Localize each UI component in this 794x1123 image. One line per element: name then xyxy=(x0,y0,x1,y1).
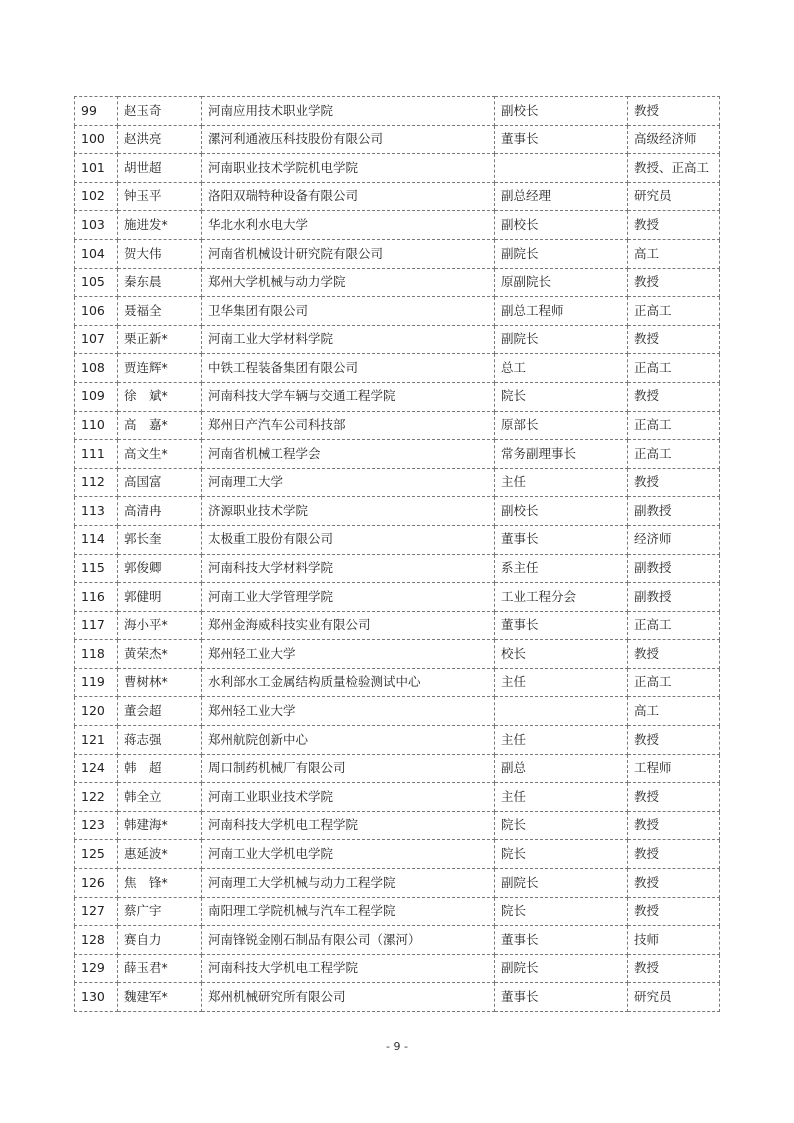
cell-organization: 水利部水工金属结构质量检验测试中心 xyxy=(202,668,495,697)
cell-organization: 漯河利通液压科技股份有限公司 xyxy=(202,125,495,154)
cell-name: 郭长奎 xyxy=(118,525,202,554)
cell-title: 教授 xyxy=(628,954,720,983)
cell-title: 教授 xyxy=(628,97,720,126)
table-row xyxy=(75,840,720,869)
cell-name: 赛自力 xyxy=(118,926,202,955)
cell-organization: 南阳理工学院机械与汽车工程学院 xyxy=(202,897,495,926)
cell-position xyxy=(495,154,628,183)
cell-organization: 河南科技大学机电工程学院 xyxy=(202,954,495,983)
cell-position: 原副院长 xyxy=(495,268,628,297)
cell-number: 103 xyxy=(75,211,118,240)
cell-position: 董事长 xyxy=(495,983,628,1012)
cell-title: 工程师 xyxy=(628,754,720,783)
cell-organization: 河南科技大学材料学院 xyxy=(202,554,495,583)
cell-position: 副总 xyxy=(495,754,628,783)
table-row xyxy=(75,154,720,183)
cell-title: 正高工 xyxy=(628,411,720,440)
table-row xyxy=(75,297,720,326)
cell-organization: 郑州金海威科技实业有限公司 xyxy=(202,611,495,640)
cell-organization: 郑州轻工业大学 xyxy=(202,640,495,669)
cell-position: 副院长 xyxy=(495,239,628,268)
cell-number: 111 xyxy=(75,440,118,469)
cell-position: 副总经理 xyxy=(495,182,628,211)
cell-name: 郭俊卿 xyxy=(118,554,202,583)
cell-organization: 河南省机械工程学会 xyxy=(202,440,495,469)
cell-number: 105 xyxy=(75,268,118,297)
cell-position: 常务副理事长 xyxy=(495,440,628,469)
cell-organization: 郑州机械研究所有限公司 xyxy=(202,983,495,1012)
cell-title: 教授 xyxy=(628,726,720,755)
table-row xyxy=(75,411,720,440)
cell-organization: 郑州轻工业大学 xyxy=(202,697,495,726)
table-row xyxy=(75,440,720,469)
cell-name: 董会超 xyxy=(118,697,202,726)
cell-number: 123 xyxy=(75,811,118,840)
table-row xyxy=(75,125,720,154)
cell-name: 高文生* xyxy=(118,440,202,469)
cell-organization: 河南应用技术职业学院 xyxy=(202,97,495,126)
cell-title: 教授 xyxy=(628,869,720,898)
cell-position: 原部长 xyxy=(495,411,628,440)
cell-title: 教授 xyxy=(628,268,720,297)
cell-name: 秦东晨 xyxy=(118,268,202,297)
cell-title: 教授 xyxy=(628,811,720,840)
cell-number: 126 xyxy=(75,869,118,898)
cell-title: 教授 xyxy=(628,840,720,869)
cell-position: 副校长 xyxy=(495,211,628,240)
cell-name: 魏建军* xyxy=(118,983,202,1012)
cell-title: 副教授 xyxy=(628,583,720,612)
table-row xyxy=(75,983,720,1012)
cell-name: 韩 超 xyxy=(118,754,202,783)
cell-position: 工业工程分会 xyxy=(495,583,628,612)
cell-number: 100 xyxy=(75,125,118,154)
cell-number: 101 xyxy=(75,154,118,183)
cell-organization: 河南职业技术学院机电学院 xyxy=(202,154,495,183)
cell-title: 正高工 xyxy=(628,297,720,326)
cell-organization: 郑州日产汽车公司科技部 xyxy=(202,411,495,440)
page-number: - 9 - xyxy=(386,1040,408,1053)
cell-name: 曹树林* xyxy=(118,668,202,697)
cell-name: 赵洪亮 xyxy=(118,125,202,154)
cell-title: 正高工 xyxy=(628,354,720,383)
cell-organization: 河南工业大学材料学院 xyxy=(202,325,495,354)
cell-name: 蒋志强 xyxy=(118,726,202,755)
cell-position: 副院长 xyxy=(495,325,628,354)
cell-name: 赵玉奇 xyxy=(118,97,202,126)
table-row xyxy=(75,583,720,612)
cell-position: 副院长 xyxy=(495,954,628,983)
cell-name: 胡世超 xyxy=(118,154,202,183)
cell-title: 教授 xyxy=(628,382,720,411)
cell-name: 韩建海* xyxy=(118,811,202,840)
cell-number: 102 xyxy=(75,182,118,211)
cell-number: 114 xyxy=(75,525,118,554)
cell-title: 教授 xyxy=(628,468,720,497)
cell-position: 董事长 xyxy=(495,125,628,154)
cell-name: 高 嘉* xyxy=(118,411,202,440)
cell-title: 技师 xyxy=(628,926,720,955)
cell-organization: 河南理工大学机械与动力工程学院 xyxy=(202,869,495,898)
cell-organization: 太极重工股份有限公司 xyxy=(202,525,495,554)
cell-number: 116 xyxy=(75,583,118,612)
member-table xyxy=(74,96,720,1012)
cell-number: 120 xyxy=(75,697,118,726)
table-row xyxy=(75,754,720,783)
cell-organization: 华北水利水电大学 xyxy=(202,211,495,240)
cell-name: 焦 锋* xyxy=(118,869,202,898)
cell-organization: 周口制药机械厂有限公司 xyxy=(202,754,495,783)
table-row xyxy=(75,525,720,554)
cell-title: 副教授 xyxy=(628,554,720,583)
cell-number: 128 xyxy=(75,926,118,955)
cell-name: 贾连辉* xyxy=(118,354,202,383)
table-row xyxy=(75,697,720,726)
cell-number: 112 xyxy=(75,468,118,497)
cell-title: 正高工 xyxy=(628,440,720,469)
table-row xyxy=(75,954,720,983)
cell-position: 副校长 xyxy=(495,97,628,126)
cell-position: 总工 xyxy=(495,354,628,383)
cell-number: 110 xyxy=(75,411,118,440)
cell-position: 董事长 xyxy=(495,525,628,554)
cell-number: 104 xyxy=(75,239,118,268)
table-row xyxy=(75,554,720,583)
table-row xyxy=(75,182,720,211)
cell-organization: 河南省机械设计研究院有限公司 xyxy=(202,239,495,268)
cell-number: 121 xyxy=(75,726,118,755)
cell-number: 124 xyxy=(75,754,118,783)
cell-number: 130 xyxy=(75,983,118,1012)
cell-position: 主任 xyxy=(495,726,628,755)
table-row xyxy=(75,354,720,383)
cell-name: 海小平* xyxy=(118,611,202,640)
cell-position: 系主任 xyxy=(495,554,628,583)
cell-position: 主任 xyxy=(495,783,628,812)
cell-position: 董事长 xyxy=(495,611,628,640)
cell-name: 栗正新* xyxy=(118,325,202,354)
cell-organization: 河南工业职业技术学院 xyxy=(202,783,495,812)
table-row xyxy=(75,640,720,669)
cell-title: 高工 xyxy=(628,697,720,726)
cell-name: 高国富 xyxy=(118,468,202,497)
cell-name: 黄荣杰* xyxy=(118,640,202,669)
cell-title: 高工 xyxy=(628,239,720,268)
cell-organization: 河南工业大学管理学院 xyxy=(202,583,495,612)
cell-name: 聂福全 xyxy=(118,297,202,326)
cell-organization: 河南工业大学机电学院 xyxy=(202,840,495,869)
table-row xyxy=(75,668,720,697)
cell-title: 教授 xyxy=(628,211,720,240)
table-row xyxy=(75,239,720,268)
cell-position xyxy=(495,697,628,726)
cell-title: 高级经济师 xyxy=(628,125,720,154)
cell-title: 教授 xyxy=(628,640,720,669)
cell-position: 院长 xyxy=(495,840,628,869)
table-row xyxy=(75,382,720,411)
cell-number: 99 xyxy=(75,97,118,126)
table-row xyxy=(75,268,720,297)
cell-organization: 中铁工程装备集团有限公司 xyxy=(202,354,495,383)
cell-position: 董事长 xyxy=(495,926,628,955)
cell-title: 正高工 xyxy=(628,668,720,697)
cell-name: 高清冉 xyxy=(118,497,202,526)
member-table-body xyxy=(75,97,720,1012)
table-row xyxy=(75,97,720,126)
table-row xyxy=(75,783,720,812)
table-row xyxy=(75,468,720,497)
cell-name: 惠延波* xyxy=(118,840,202,869)
cell-position: 院长 xyxy=(495,897,628,926)
cell-number: 127 xyxy=(75,897,118,926)
table-row xyxy=(75,926,720,955)
cell-name: 韩全立 xyxy=(118,783,202,812)
cell-position: 副院长 xyxy=(495,869,628,898)
cell-number: 125 xyxy=(75,840,118,869)
cell-title: 副教授 xyxy=(628,497,720,526)
table-row xyxy=(75,611,720,640)
cell-organization: 河南科技大学机电工程学院 xyxy=(202,811,495,840)
cell-number: 119 xyxy=(75,668,118,697)
cell-position: 副校长 xyxy=(495,497,628,526)
cell-number: 118 xyxy=(75,640,118,669)
cell-number: 115 xyxy=(75,554,118,583)
table-row xyxy=(75,897,720,926)
cell-number: 129 xyxy=(75,954,118,983)
cell-number: 117 xyxy=(75,611,118,640)
cell-name: 徐 斌* xyxy=(118,382,202,411)
table-row xyxy=(75,497,720,526)
cell-title: 教授 xyxy=(628,897,720,926)
cell-number: 107 xyxy=(75,325,118,354)
table-row xyxy=(75,811,720,840)
cell-number: 113 xyxy=(75,497,118,526)
cell-position: 主任 xyxy=(495,668,628,697)
cell-position: 院长 xyxy=(495,382,628,411)
cell-number: 122 xyxy=(75,783,118,812)
cell-organization: 济源职业技术学院 xyxy=(202,497,495,526)
cell-organization: 河南锋锐金刚石制品有限公司（漯河） xyxy=(202,926,495,955)
cell-organization: 河南理工大学 xyxy=(202,468,495,497)
cell-organization: 洛阳双瑞特种设备有限公司 xyxy=(202,182,495,211)
cell-position: 院长 xyxy=(495,811,628,840)
table-row xyxy=(75,869,720,898)
cell-number: 108 xyxy=(75,354,118,383)
cell-organization: 郑州航院创新中心 xyxy=(202,726,495,755)
cell-title: 研究员 xyxy=(628,983,720,1012)
table-row xyxy=(75,726,720,755)
cell-title: 正高工 xyxy=(628,611,720,640)
cell-number: 106 xyxy=(75,297,118,326)
table-row xyxy=(75,211,720,240)
cell-number: 109 xyxy=(75,382,118,411)
cell-title: 教授 xyxy=(628,325,720,354)
cell-position: 主任 xyxy=(495,468,628,497)
cell-position: 副总工程师 xyxy=(495,297,628,326)
table-row xyxy=(75,325,720,354)
cell-title: 经济师 xyxy=(628,525,720,554)
cell-name: 郭健明 xyxy=(118,583,202,612)
cell-title: 研究员 xyxy=(628,182,720,211)
cell-name: 蔡广宇 xyxy=(118,897,202,926)
cell-name: 钟玉平 xyxy=(118,182,202,211)
cell-name: 薛玉君* xyxy=(118,954,202,983)
cell-name: 施进发* xyxy=(118,211,202,240)
cell-organization: 卫华集团有限公司 xyxy=(202,297,495,326)
cell-name: 贺大伟 xyxy=(118,239,202,268)
cell-title: 教授、正高工 xyxy=(628,154,720,183)
cell-organization: 河南科技大学车辆与交通工程学院 xyxy=(202,382,495,411)
cell-title: 教授 xyxy=(628,783,720,812)
cell-position: 校长 xyxy=(495,640,628,669)
cell-organization: 郑州大学机械与动力学院 xyxy=(202,268,495,297)
